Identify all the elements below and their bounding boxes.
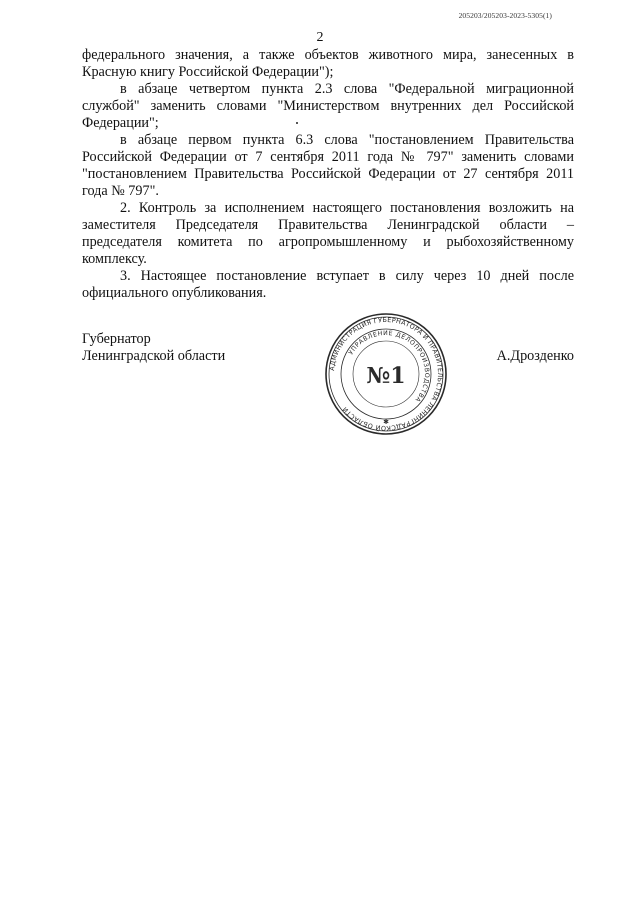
paragraph-continuation: федерального значения, а также объектов животного мира, занесенных в Красную книгу Российской Федерации");: [82, 47, 574, 80]
paragraph-item-6-3: в абзаце первом пункта 6.3 слова "постановлением Правительства Российской Федерации от 7 сентября 2011 года № 797" заменить словами "постановлением Правительства Российской Федерации от 27 сентября 2011 года № 797".: [82, 132, 574, 199]
signatory-name: А.Дрозденко: [496, 348, 574, 364]
signatory-title-line-1: Губернатор: [82, 331, 151, 347]
signatory-title-line-2: Ленинградской области: [82, 348, 226, 364]
page-number: 2: [316, 30, 324, 45]
official-seal: [324, 312, 448, 436]
paragraph-clause-3: 3. Настоящее постановление вступает в силу через 10 дней после официального опубликования.: [82, 268, 574, 301]
paragraph-item-2-3: в абзаце четвертом пункта 2.3 слова "Федеральной миграционной службой" заменить словами "Министерством внутренних дел Российской Федерации";: [82, 81, 574, 131]
seal-inner-text: УПРАВЛЕНИЕ ДЕЛОПРОИЗВОДСТВА: [347, 329, 431, 404]
seal-number: №1: [366, 363, 406, 389]
paragraph-clause-2: 2. Контроль за исполнением настоящего постановления возложить на заместителя Председателя Правительства Ленинградской области – председателя комитета по агропромышленному и рыбохозяйственному комплексу.: [82, 200, 574, 267]
document-body: [82, 47, 574, 302]
document-code: 205203/205203-2023-5305(1): [458, 11, 552, 20]
seal-star-icon: ✱: [383, 418, 389, 426]
signatory-title: [82, 331, 225, 365]
seal-outer-text: АДМИНИСТРАЦИЯ ГУБЕРНАТОРА И ПРАВИТЕЛЬСТВА ЛЕНИНГРАДСКОЙ ОБЛАСТИ: [328, 315, 445, 433]
